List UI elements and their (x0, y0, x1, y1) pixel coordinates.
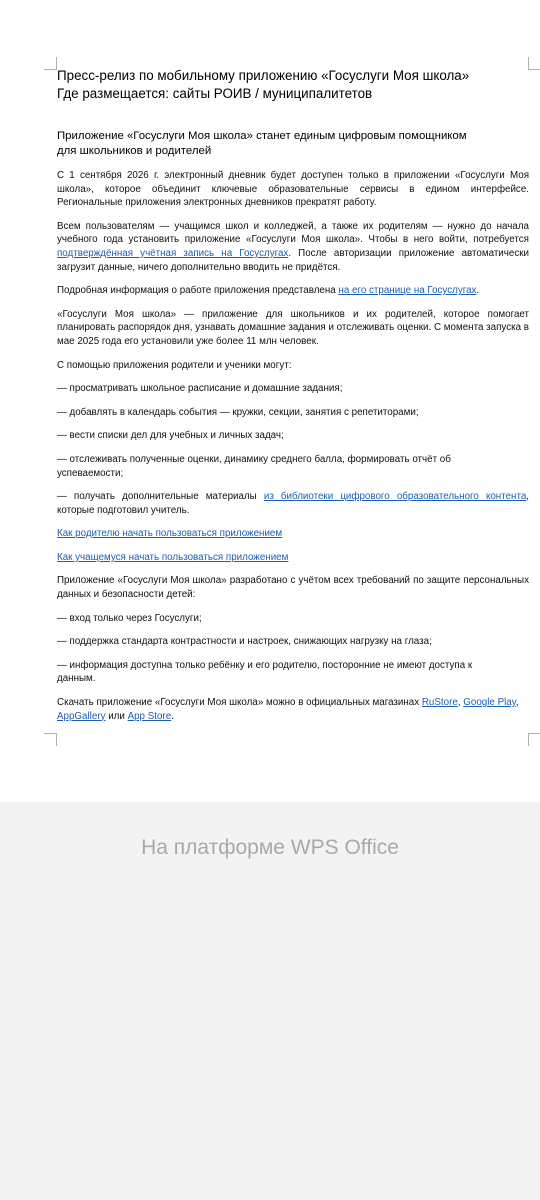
list-item-5-text-a: — получать дополнительные материалы (57, 491, 264, 503)
app-store-link[interactable]: App Store (127, 710, 172, 722)
student-guide-link[interactable]: Как учащемуся начать пользоваться приложением (57, 551, 289, 563)
title-line-1: Пресс-релиз по мобильному приложению «Госуслуги Моя школа» (57, 68, 470, 83)
paragraph-7-text: Скачать приложение «Госуслуги Моя школа» можно в официальных магазинах (57, 697, 422, 709)
list-item-6: — вход только через Госуслуги; (57, 612, 202, 624)
paragraph-1: С 1 сентября 2026 г. электронный дневник будет доступен только в приложении «Госуслуги Моя школа», которое объединит ключевые образовательные сервисы в едином интерфейсе. Региональные приложения электронных дневников прекратят работу. (57, 170, 529, 209)
section-heading (57, 129, 529, 159)
paragraph-3-text-b: . (476, 285, 480, 297)
list-item-4: — отслеживать полученные оценки, динамику среднего балла, формировать отчёт об успеваемости; (57, 453, 451, 479)
paragraph-7-end: . (171, 710, 174, 722)
list-item-2: — добавлять в календарь события — кружки, секции, занятия с репетиторами; (57, 406, 419, 418)
list-item-3: — вести списки дел для учебных и личных задач; (57, 430, 284, 442)
document-body (57, 67, 529, 733)
paragraph-7 (57, 696, 529, 723)
paragraph-6: Приложение «Госуслуги Моя школа» разработано с учётом всех требований по защите персональных данных и безопасности детей: (57, 575, 529, 601)
student-guide-paragraph (57, 551, 529, 565)
app-page-link[interactable]: на его странице на Госуслугах (338, 285, 477, 297)
separator-1: , (457, 697, 464, 709)
heading-line-1: Приложение «Госуслуги Моя школа» станет единым цифровым помощником (57, 130, 467, 142)
digital-library-link[interactable]: из библиотеки цифрового образовательного контента (263, 491, 527, 503)
rustore-link[interactable]: RuStore (421, 697, 458, 709)
parent-guide-paragraph (57, 527, 529, 541)
separator-2: , (515, 697, 519, 709)
list-item-7: — поддержка стандарта контрастности и настроек, снижающих нагрузку на глаза; (57, 636, 432, 648)
paragraph-3-text-a: Подробная информация о работе приложения представлена (57, 285, 339, 297)
document-title (57, 67, 529, 103)
list-item-8: — информация доступна только ребёнку и его родителю, посторонние не имеют доступа к данным. (57, 659, 473, 685)
paragraph-4: «Госуслуги Моя школа» — приложение для школьников и их родителей, которое помогает планировать распорядок дня, узнавать домашние задания и отслеживать оценки. С момента запуска в мае 2025 года его установили уже более 11 млн человек. (57, 308, 529, 347)
wps-platform-footer: На платформе WPS Office (141, 836, 399, 859)
crop-mark-top-right (528, 57, 540, 70)
title-line-2: Где размещается: сайты РОИВ / муниципалитетов (57, 86, 373, 101)
list-item-5 (57, 490, 529, 517)
crop-mark-bottom-left (44, 733, 57, 746)
paragraph-2-text-a: Всем пользователям — учащимся школ и колледжей, а также их родителям — нужно до начала учебного года установить приложение «Госуслуги Моя школа». Чтобы в него войти, потребуется (57, 220, 529, 246)
parent-guide-link[interactable]: Как родителю начать пользоваться приложением (57, 528, 283, 540)
paragraph-3 (57, 284, 529, 298)
google-play-link[interactable]: Google Play (463, 697, 516, 709)
appgallery-link[interactable]: AppGallery (57, 710, 106, 722)
list-item-1: — просматривать школьное расписание и домашние задания; (57, 383, 343, 395)
gosuslugi-account-link[interactable]: подтверждённая учётная запись на Госуслугах (57, 247, 289, 259)
heading-line-2: для школьников и родителей (57, 145, 212, 157)
paragraph-5: С помощью приложения родители и ученики могут: (57, 359, 292, 371)
list-item-5-text-b: , которые подготовил учитель. (57, 491, 530, 516)
separator-3: или (105, 710, 128, 722)
crop-mark-top-left (44, 57, 57, 70)
paragraph-2 (57, 220, 529, 274)
paragraph-2-text-b: . После авторизации приложение автоматически загрузит данные, ничего дополнительно вводить не придётся. (57, 247, 529, 273)
crop-mark-bottom-right (528, 733, 540, 746)
